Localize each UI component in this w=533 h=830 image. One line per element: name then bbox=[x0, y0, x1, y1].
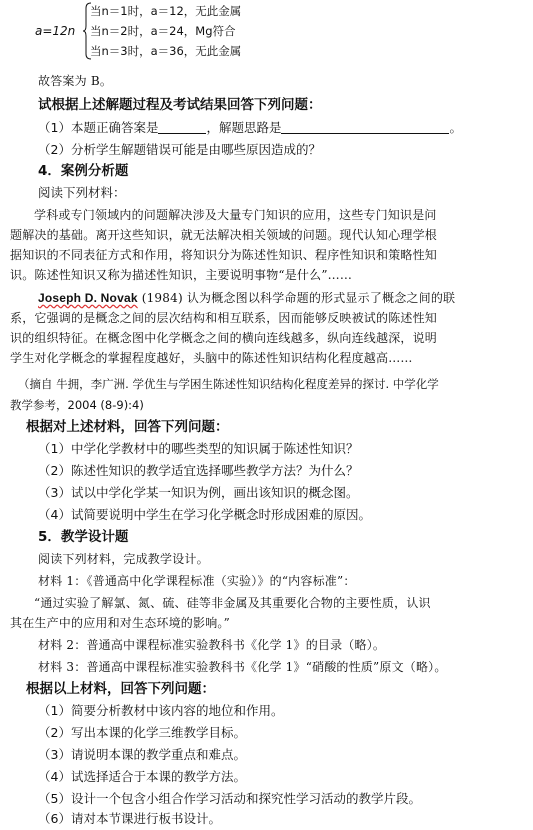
q1-end: 。 bbox=[449, 120, 462, 135]
case-question-1: （1）中学化学教材中的哪些类型的知识属于陈述性知识？ bbox=[38, 441, 359, 456]
material-2: 材料 2：普通高中课程标准实验教科书《化学 1》的目录（略）。 bbox=[38, 638, 386, 652]
reasoning-blank[interactable] bbox=[281, 121, 449, 134]
author-name: Joseph D. Novak bbox=[38, 291, 138, 305]
answer-blank[interactable] bbox=[158, 121, 206, 134]
design-question-6: （6）请对本节课进行板书设计。 bbox=[38, 811, 221, 826]
formula-lhs: a=12n bbox=[35, 24, 76, 38]
read-material-label: 阅读下列材料： bbox=[38, 185, 126, 200]
question-heading-1: 试根据上述解题过程及考试结果回答下列问题： bbox=[38, 97, 322, 113]
section-5-intro: 阅读下列材料，完成教学设计。 bbox=[38, 552, 209, 566]
para1-line-3: 据知识的不同表征方式和作用，将知识分为陈述性知识、程序性知识和策略性知 bbox=[10, 248, 438, 262]
para1-line-4: 识。陈述性知识又称为描述性知识，主要说明事物“是什么”…… bbox=[10, 268, 353, 282]
design-question-3: （3）请说明本课的教学重点和难点。 bbox=[38, 747, 246, 762]
answer-line: 故答案为 B。 bbox=[38, 74, 113, 88]
design-question-2: （2）写出本课的化学三维教学目标。 bbox=[38, 725, 246, 740]
question-heading-2: 根据对上述材料，回答下列问题： bbox=[26, 419, 229, 435]
material-1-quote-2: 其在生产中的应用和对生态环境的影响。” bbox=[10, 616, 230, 630]
q1-mid: ，解题思路是 bbox=[206, 120, 282, 135]
para2-text-1: (1984) 认为概念图以科学命题的形式显示了概念之间的联 bbox=[137, 291, 456, 305]
citation-line-2: 教学参考，2004 (8-9):4) bbox=[10, 398, 144, 412]
case-question-4: （4）试简要说明中学生在学习化学概念时形成困难的原因。 bbox=[38, 507, 371, 522]
formula-case-2: 当n＝2时，a＝24，Mg符合 bbox=[90, 24, 236, 38]
section-5-title: 5．教学设计题 bbox=[38, 529, 129, 545]
question-heading-3: 根据以上材料，回答下列问题： bbox=[26, 681, 215, 697]
para2-line-4: 学生对化学概念的掌握程度越好，头脑中的陈述性知识结构化程度越高…… bbox=[10, 351, 413, 365]
material-3: 材料 3：普通高中课程标准实验教科书《化学 1》“硝酸的性质”原文（略）。 bbox=[38, 660, 447, 674]
para2-line-1 bbox=[38, 289, 525, 307]
para1-line-2: 题解决的基础。离开这些知识，就无法解决相关领域的问题。现代认知心理学根 bbox=[10, 228, 438, 242]
design-question-1: （1）简要分析教材中该内容的地位和作用。 bbox=[38, 703, 284, 718]
para2-line-3: 识的组织特征。在概念图中化学概念之间的横向连线越多，纵向连线越深，说明 bbox=[10, 331, 438, 345]
material-1: 材料 1：《普通高中化学课程标准（实验）》的“内容标准”： bbox=[38, 574, 356, 588]
question-2: （2）分析学生解题错误可能是由哪些原因造成的？ bbox=[38, 142, 321, 157]
citation-line-1: （摘自 牛拥，李广洲. 学优生与学困生陈述性知识结构化程度差异的探讨. 中学化学 bbox=[18, 377, 439, 391]
material-1-quote-1: “通过实验了解氯、氮、硫、硅等非金属及其重要化合物的主要性质，认识 bbox=[34, 596, 431, 610]
section-4-title: 4．案例分析题 bbox=[38, 163, 129, 179]
formula-case-1: 当n＝1时，a＝12，无此金属 bbox=[90, 4, 242, 18]
question-1 bbox=[38, 119, 525, 137]
q1-prefix: （1）本题正确答案是 bbox=[38, 120, 159, 135]
case-question-2: （2）陈述性知识的教学适宜选择哪些教学方法？为什么？ bbox=[38, 463, 359, 478]
design-question-4: （4）试选择适合于本课的教学方法。 bbox=[38, 769, 246, 784]
para1-line-1: 学科或专门领域内的问题解决涉及大量专门知识的应用，这些专门知识是问 bbox=[34, 208, 437, 222]
case-question-3: （3）试以中学化学某一知识为例，画出该知识的概念图。 bbox=[38, 485, 359, 500]
para2-line-2: 系，它强调的是概念之间的层次结构和相互联系，因而能够反映被试的陈述性知 bbox=[10, 311, 438, 325]
design-question-5: （5）设计一个包含小组合作学习活动和探究性学习活动的教学片段。 bbox=[38, 791, 421, 806]
formula-case-3: 当n＝3时，a＝36，无此金属 bbox=[90, 44, 242, 58]
